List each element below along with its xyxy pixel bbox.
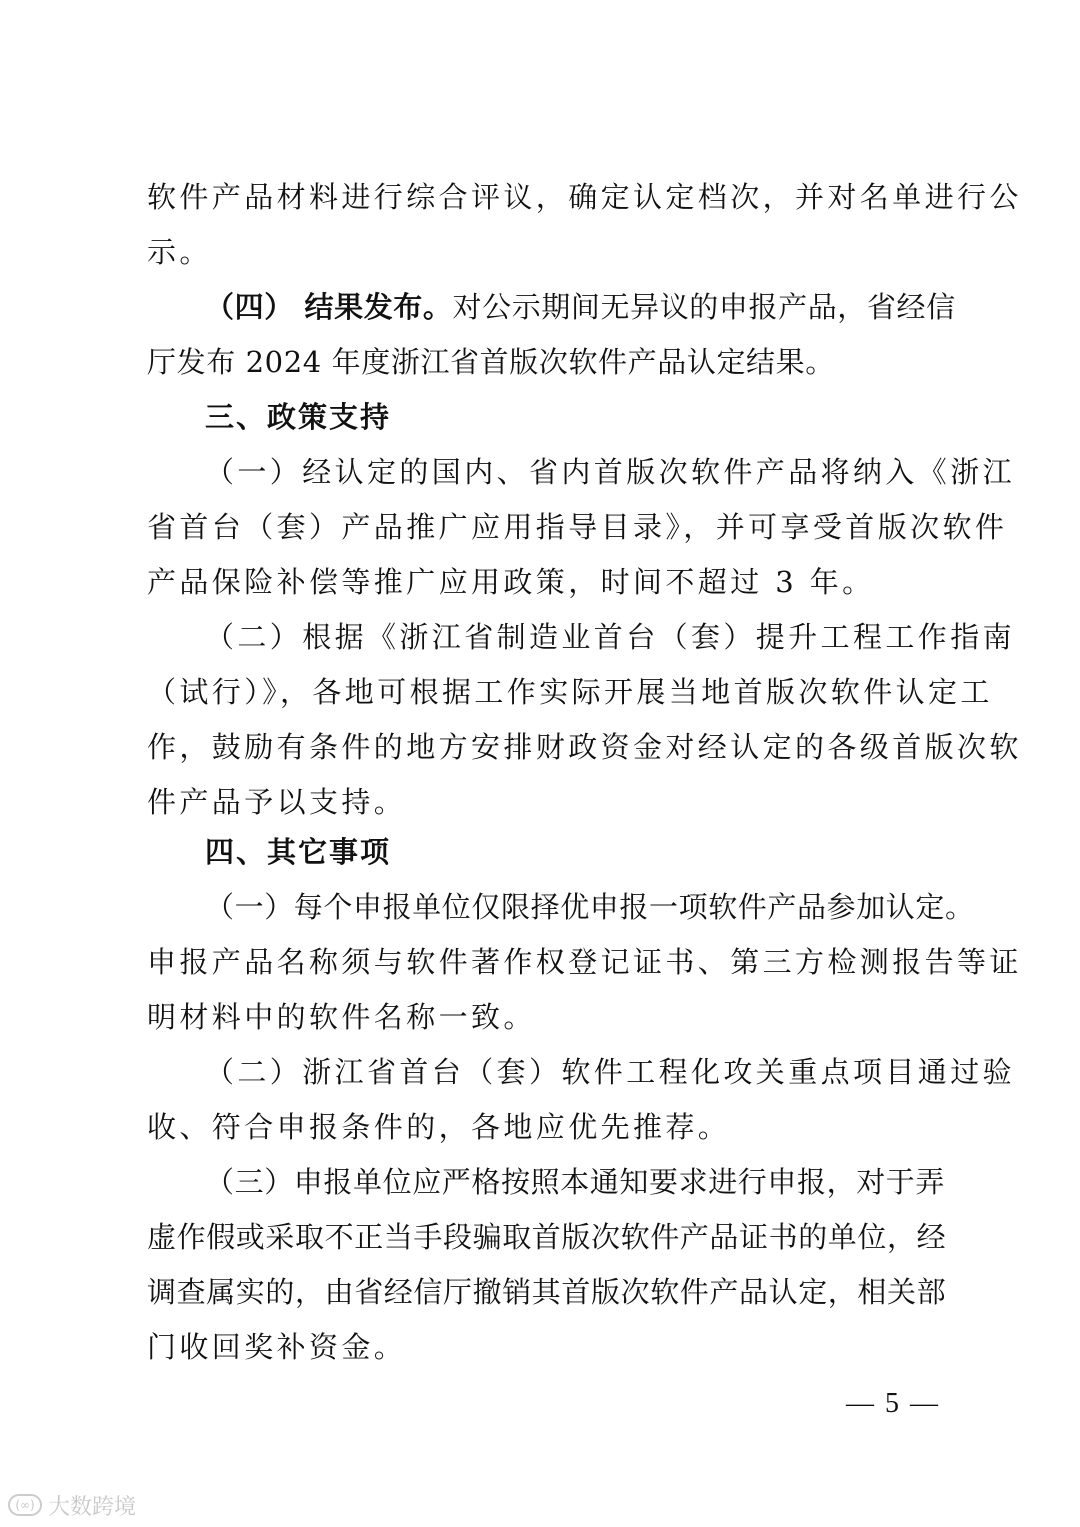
text-line: （二）根据《浙江省制造业首台（套）提升工程工作指南 bbox=[205, 620, 1016, 654]
text-line: （一）每个申报单位仅限择优申报一项软件产品参加认定。 bbox=[205, 890, 975, 924]
watermark bbox=[8, 1490, 136, 1520]
watermark-text: 大数跨境 bbox=[48, 1494, 137, 1520]
text-line: 作，鼓励有条件的地方安排财政资金对经认定的各级首版次软 bbox=[147, 730, 1022, 764]
page-number: — 5 — bbox=[846, 1388, 940, 1419]
text-line: （二）浙江省首台（套）软件工程化攻关重点项目通过验 bbox=[205, 1055, 1016, 1089]
text-line: 门收回奖补资金。 bbox=[147, 1330, 407, 1364]
bold-lead: （四） 结果发布。 bbox=[205, 290, 453, 324]
text-line: 省首台（套）产品推广应用指导目录》，并可享受首版次软件 bbox=[147, 510, 1008, 544]
text-line: （一）经认定的国内、省内首版次软件产品将纳入《浙江 bbox=[205, 455, 1016, 489]
section-heading: 四、其它事项 bbox=[205, 835, 392, 869]
text-line: 虚作假或采取不正当手段骗取首版次软件产品证书的单位，经 bbox=[147, 1220, 947, 1254]
text-line: （试行）》，各地可根据工作实际开展当地首版次软件认定工 bbox=[147, 675, 993, 709]
text-line: 申报产品名称须与软件著作权登记证书、第三方检测报告等证 bbox=[147, 945, 1022, 979]
text-line: 厅发布 2024 年度浙江省首版次软件产品认定结果。 bbox=[147, 345, 835, 379]
text-line: 产品保险补偿等推广应用政策，时间不超过 3 年。 bbox=[147, 565, 875, 599]
text-line: 明材料中的软件名称一致。 bbox=[147, 1000, 536, 1034]
text-line: （三）申报单位应严格按照本通知要求进行申报，对于弄 bbox=[205, 1165, 946, 1199]
text-line: 示。 bbox=[147, 235, 212, 269]
text-line: 件产品予以支持。 bbox=[147, 785, 407, 819]
text-line: 软件产品材料进行综合评议，确定认定档次，并对名单进行公 bbox=[147, 180, 1022, 214]
section-heading: 三、政策支持 bbox=[205, 400, 392, 434]
text-line: 调查属实的，由省经信厅撤销其首版次软件产品认定，相关部 bbox=[147, 1275, 947, 1309]
text-line bbox=[205, 285, 956, 329]
text-line: 收、符合申报条件的，各地应优先推荐。 bbox=[147, 1110, 731, 1144]
watermark-logo-icon: (∞) bbox=[8, 1494, 42, 1516]
text-span: 对公示期间无异议的申报产品，省经信 bbox=[452, 290, 956, 324]
